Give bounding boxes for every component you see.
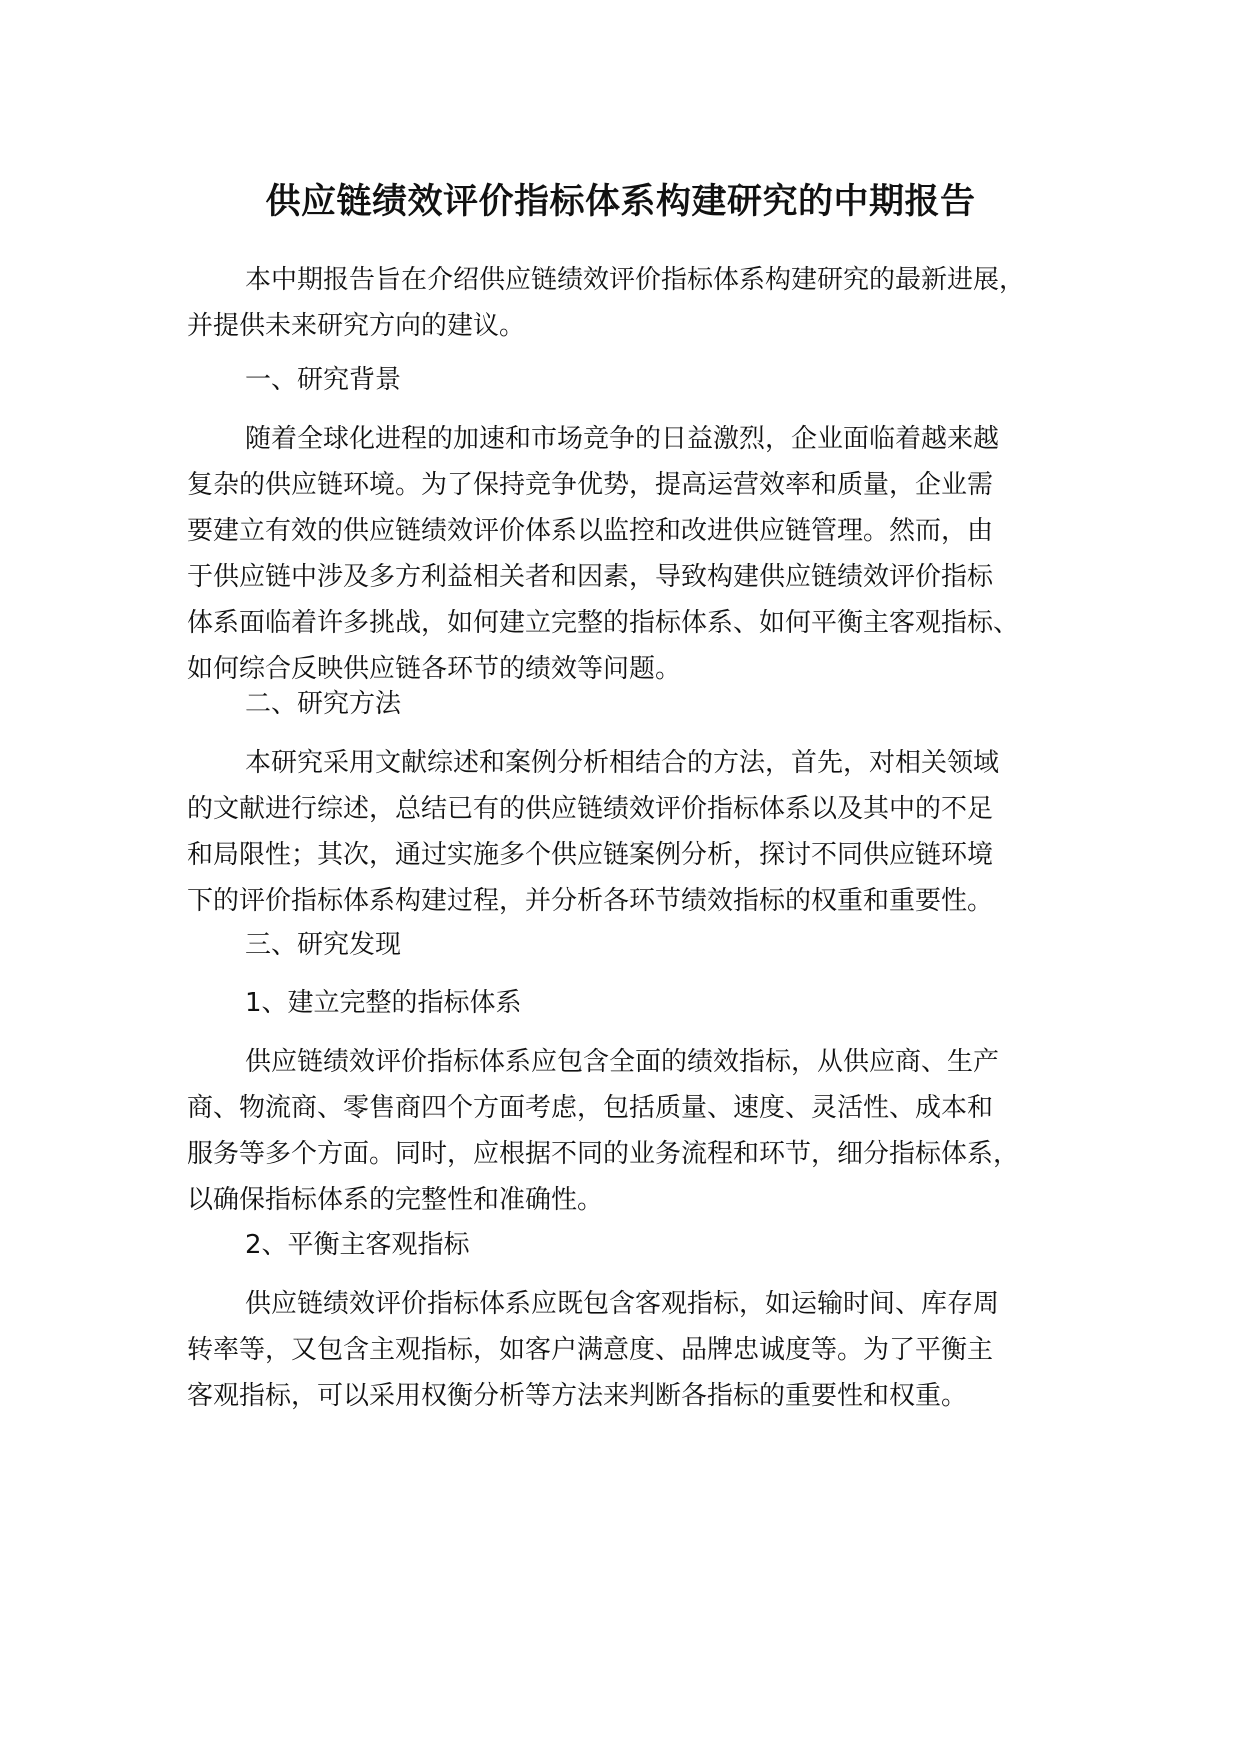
paragraph-line: 体系面临着许多挑战，如何建立完整的指标体系、如何平衡主客观指标、 bbox=[187, 608, 1020, 638]
paragraph-line: 以确保指标体系的完整性和准确性。 bbox=[187, 1185, 604, 1215]
paragraph-line: 下的评价指标体系构建过程，并分析各环节绩效指标的权重和重要性。 bbox=[187, 886, 994, 916]
method-paragraph bbox=[187, 740, 1087, 924]
background-paragraph bbox=[187, 416, 1087, 692]
subsection-heading-balance-indicators: 2、平衡主客观指标 bbox=[245, 1230, 470, 1260]
paragraph-line: 的文献进行综述，总结已有的供应链绩效评价指标体系以及其中的不足 bbox=[187, 794, 994, 824]
document-title: 供应链绩效评价指标体系构建研究的中期报告 bbox=[265, 182, 976, 222]
paragraph-line: 供应链绩效评价指标体系应包含全面的绩效指标，从供应商、生产 bbox=[245, 1047, 1000, 1077]
paragraph-line: 本研究采用文献综述和案例分析相结合的方法，首先，对相关领域 bbox=[245, 748, 1000, 778]
paragraph-line: 服务等多个方面。同时，应根据不同的业务流程和环节，细分指标体系， bbox=[187, 1139, 1020, 1169]
paragraph-line: 如何综合反映供应链各环节的绩效等问题。 bbox=[187, 654, 682, 684]
paragraph-line: 转率等，又包含主观指标，如客户满意度、品牌忠诚度等。为了平衡主 bbox=[187, 1335, 994, 1365]
paragraph-line: 供应链绩效评价指标体系应既包含客观指标，如运输时间、库存周 bbox=[245, 1289, 1000, 1319]
paragraph-line: 本中期报告旨在介绍供应链绩效评价指标体系构建研究的最新进展， bbox=[245, 265, 1026, 295]
paragraph-line: 和局限性；其次，通过实施多个供应链案例分析，探讨不同供应链环境 bbox=[187, 840, 994, 870]
section-heading-findings: 三、研究发现 bbox=[245, 930, 402, 960]
complete-system-paragraph bbox=[187, 1039, 1087, 1223]
paragraph-line: 随着全球化进程的加速和市场竞争的日益激烈，企业面临着越来越 bbox=[245, 424, 1000, 454]
paragraph-line: 客观指标，可以采用权衡分析等方法来判断各指标的重要性和权重。 bbox=[187, 1381, 968, 1411]
intro-paragraph bbox=[187, 257, 1087, 349]
paragraph-line: 要建立有效的供应链绩效评价体系以监控和改进供应链管理。然而，由 bbox=[187, 516, 994, 546]
paragraph-line: 并提供未来研究方向的建议。 bbox=[187, 311, 526, 341]
subsection-heading-complete-system: 1、建立完整的指标体系 bbox=[245, 988, 522, 1018]
paragraph-line: 商、物流商、零售商四个方面考虑，包括质量、速度、灵活性、成本和 bbox=[187, 1093, 994, 1123]
paragraph-line: 复杂的供应链环境。为了保持竞争优势，提高运营效率和质量，企业需 bbox=[187, 470, 994, 500]
section-heading-background: 一、研究背景 bbox=[245, 365, 402, 395]
paragraph-line: 于供应链中涉及多方利益相关者和因素，导致构建供应链绩效评价指标 bbox=[187, 562, 994, 592]
section-heading-method: 二、研究方法 bbox=[245, 689, 402, 719]
balance-indicators-paragraph bbox=[187, 1281, 1087, 1419]
